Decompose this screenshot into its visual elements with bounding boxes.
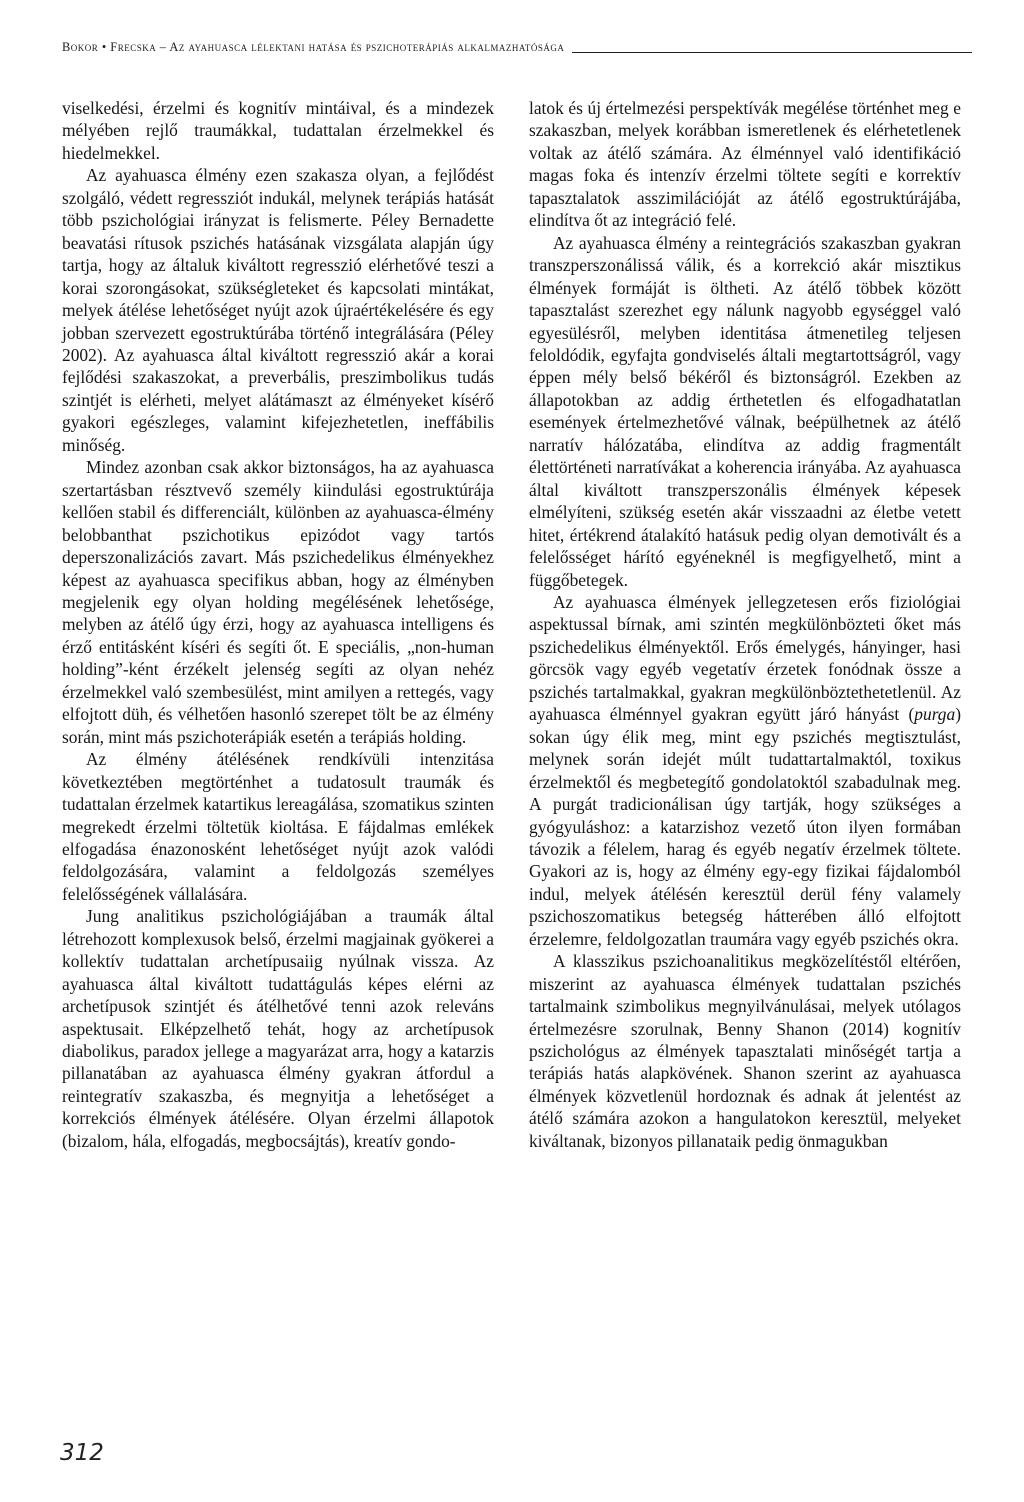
paragraph: Jung analitikus pszichológiájában a traumák által létrehozott komplexusok belső, érzelmi magjainak gyökerei a kollektív tudattalan archetípusaiig nyúlnak vissza. Az ayahuasca által kiváltott tudattágulás képes elérni az archetípusok szintjét és átélhetővé tenni azok releváns aspektusait. Elképzelhető tehát, hogy az archetípusok diabolikus, paradox jellege a magyarázat arra, hogy a katarzis pillanatában az ayahuasca élmény gyakran átfordul a reintegratív szakaszba, és megnyitja a lehetőséget a korrekciós élmények átélésére. Olyan érzelmi állapotok (bizalom, hála, elfogadás, megbocsájtás), kreatív gondo- — [62, 906, 494, 1151]
paragraph: Az ayahuasca élmény ezen szakasza olyan, a fejlődést szolgáló, védett regressziót indukál, melynek terápiás hatását több pszichológiai irányzat is felismerte. Péley Bernadette beavatási rítusok pszichés hatásának vizsgálata alapján úgy tartja, hogy az általuk kiváltott regresszió elérhetővé teszi a korai szorongásokat, szükségleteket és kapcsolati mintákat, melyek átélése lehetőséget nyújt azok újraértékelésére és egy jobban szervezett egostruktúrába történő integrálására (Péley 2002). Az ayahuasca által kiváltott regresszió akár a korai fejlődési szakaszokat, a preverbális, preszimbolikus tudás szintjét is elérheti, melyet alátámaszt az élményeket kísérő gyakori egészleges, valamint kifejezhetetlen, ineffábilis minőség. — [62, 165, 494, 455]
italic-term: purga — [914, 704, 956, 725]
paragraph: A klasszikus pszichoanalitikus megközelítéstől eltérően, miszerint az ayahuasca élmények tudattalan pszichés tartalmaink szimbolikus megnyilvánulásai, melyek utólagos értelmezésre szorulnak, Benny Shanon (2014) kognitív pszichológus az élmények tapasztalati minőségét tartja a terápiás hatás alapkövének. Shanon szerint az ayahuasca élmények közvetlenül hordoznak és adnak át jelentést az átélő számára azokon a hangulatokon keresztül, melyeket kiváltanak, bizonyos pillanataik pedig önmagukban — [529, 951, 961, 1151]
left-column — [62, 97, 494, 1152]
paragraph: Mindez azonban csak akkor biztonságos, ha az ayahuasca szertartásban résztvevő személy kiindulási egostruktúrája kellően stabil és differenciált, különben az ayahuasca-élmény belobbanthat pszichotikus epizódot vagy tartós deperszonalizációs zavart. Más pszichedelikus élményekhez képest az ayahuasca specifikus abban, hogy az élményben megjelenik egy olyan holding megélésének lehetősége, melyben az átélő úgy érzi, hogy az ayahuasca intelligens és érző entitásként kíséri és segíti őt. E speciális, „non-human holding”-ként érzékelt jelenség segíti az olyan nehéz érzelmekkel való szembesülést, mint amilyen a rettegés, vagy elfojtott düh, és vélhetően hasonló szerepet tölt be az élmény során, mint más pszichoterápiák esetén a terápiás holding. — [62, 457, 494, 747]
paragraph: Az élmény átélésének rendkívüli intenzitása következtében megtörténhet a tudatosult traumák és tudattalan érzelmek katartikus lereagálása, szomatikus szinten megrekedt érzelmi töltetük kioltása. E fájdalmas emlékek elfogadása énazonosként lehetőséget nyújt azok valódi feldolgozására, valamint a feldolgozás személyes felelősségének vállalására. — [62, 749, 494, 904]
running-header — [62, 40, 972, 55]
header-rule — [572, 52, 972, 53]
text-run: Az ayahuasca élmények jellegzetesen erős fiziológiai aspektussal bírnak, ami szintén megkülönbözteti őket más pszichedelikus élményektől. Erős émelygés, hányinger, hasi görcsök vagy egyéb vegetatív érzetek fonódnak össze a pszichés tartalmakkal, gyakran megkülönböztethetetlenül. Az ayahuasca élménnyel gyakran együtt járó hányást ( — [529, 591, 961, 725]
paragraph: latok és új értelmezési perspektívák megélése történhet meg e szakaszban, melyek korábban ismeretlenek és elérhetetlenek voltak az átélő számára. Az élménnyel való identifikáció magas foka és intenzív érzelmi töltete segíti e korrektív tapasztalatok asszimilációját az átélő egostruktúrájába, elindítva őt az integráció felé. — [529, 98, 961, 231]
paragraph: Az ayahuasca élmény a reintegrációs szakaszban gyakran transzperszonálissá válik, és a korrekció akár misztikus élmények formáját is öltheti. Az átélő többek között tapasztalást szerezhet egy nálunk nagyobb egységgel való egyesülésről, melyben identitása átmenetileg teljesen feloldódik, egyfajta gondviselés általi megtartottságról, vagy éppen mély belső békéről és biztonságról. Ezekben az állapotokban az addig érthetetlen és elfogadhatatlan események értelmezhetővé válnak, beépülhetnek az átélő narratív hálózatába, elindítva az addig fragmentált élettörténeti narratívákat a koherencia irányába. Az ayahuasca által kiváltott transzperszonális élmények képesek elmélyíteni, szükség esetén akár visszaadni az életbe vetett hitet, értékrend átalakító hatásuk pedig olyan demotivált és a felelősséget hárító egyéneknél is megfigyelhető, mint a függőbetegek. — [529, 232, 961, 590]
paragraph: viselkedési, érzelmi és kognitív mintáival, és a mindezek mélyében rejlő traumákkal, tudattalan érzelmekkel és hiedelmekkel. — [62, 98, 494, 163]
page-number: 312 — [60, 1440, 104, 1466]
paragraph — [529, 591, 961, 950]
right-column — [529, 97, 961, 1152]
text-run: ) sokan úgy élik meg, mint egy pszichés megtisztulást, melynek során idejét múlt tudattartalmaktól, toxikus érzelmektől és megbetegítő gondolatoktól szabadulnak meg. A purgát tradicionálisan úgy tartják, hogy szükséges a gyógyuláshoz: a katarzishoz vezető úton ilyen formában távozik a félelem, harag és egyéb negatív érzelmek töltete. Gyakori az is, hogy az élmény egy-egy fizikai fájdalomból indul, melyek átélésén keresztül derül fény valamely pszichoszomatikus betegség hátterében álló elfojtott érzelemre, feldolgozatlan traumára vagy egyéb pszichés okra. — [529, 704, 961, 949]
running-title: Bokor • Frecska – Az ayahuasca lélektani hatása és pszichoterápiás alkalmazhatósága — [62, 40, 565, 54]
